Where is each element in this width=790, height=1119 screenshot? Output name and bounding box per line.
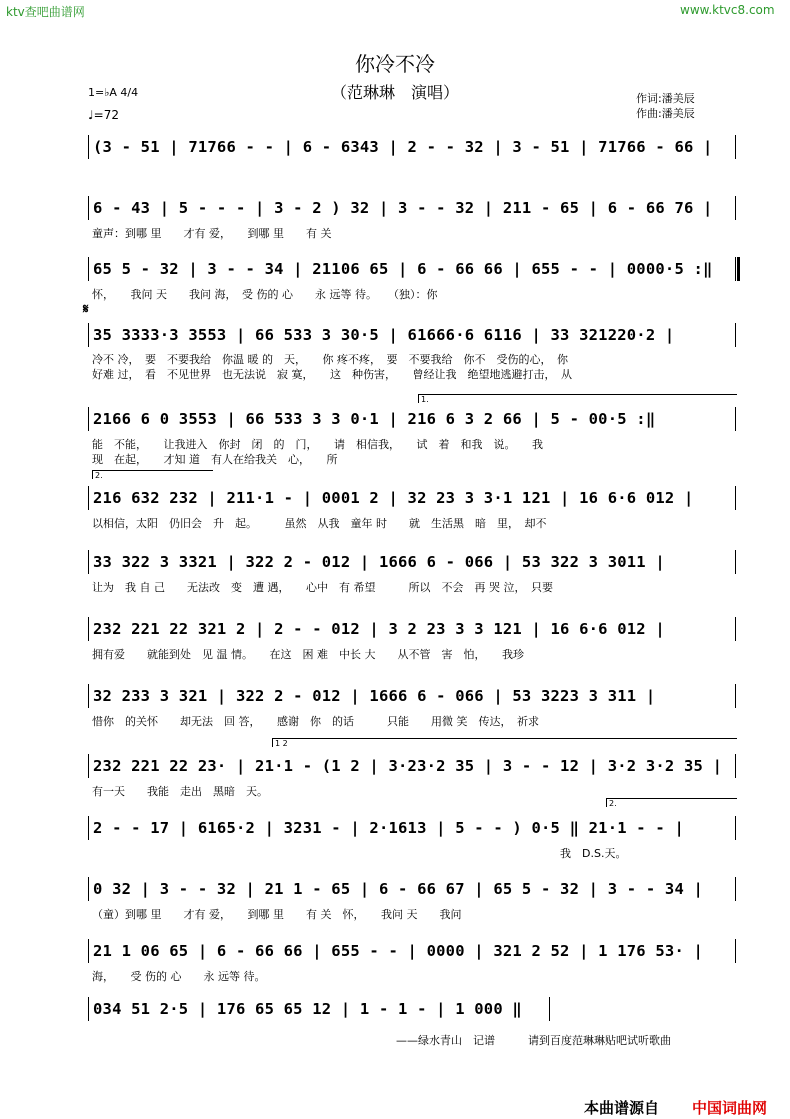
volta-label-1: 1.: [421, 395, 429, 404]
lyric-line-6: 现 在起， 才知 道 有人在给我关 心， 所: [92, 453, 338, 466]
composer-credit: 作曲:潘美辰: [636, 107, 695, 120]
volta-bracket-3: [272, 738, 737, 747]
score-row-1: (3 - 51 | 71766 - - | 6 - 6343 | 2 - - 32 | 3 - 51 | 71766 - 66 |: [88, 135, 736, 159]
lyric-line-12: 我 D.S.天。: [560, 847, 627, 860]
transcriber-note: ——绿水青山 记谱: [396, 1034, 495, 1047]
key-signature: 1=♭A 4/4: [88, 86, 139, 99]
score-row-6: 216 632 232 | 211·1 - | 0001 2 | 32 23 3 3·1 121 | 16 6·6 012 |: [88, 486, 736, 510]
lyric-line-9: 拥有爱 就能到处 见 温 情。 在这 困 难 中长 大 从不管 害 怕， 我珍: [92, 648, 524, 661]
listen-note: 请到百度范琳琳贴吧试听歌曲: [528, 1034, 671, 1047]
score-row-12: 0 32 | 3 - - 32 | 21 1 - 65 | 6 - 66 67 | 65 5 - 32 | 3 - - 34 |: [88, 877, 736, 901]
lyric-line-5: 能 不能， 让我进入 你封 闭 的 门， 请 相信我， 试 着 和我 说。 我: [92, 438, 543, 451]
lyric-line-14: 海， 受 伤的 心 永 远等 待。: [92, 970, 266, 983]
lyric-line-10: 惜你 的关怀 却无法 回 答， 感谢 你 的话 只能 用微 笑 传达， 祈求: [92, 715, 539, 728]
volta-label-2: 2.: [95, 471, 103, 480]
volta-label-3: 1 2: [275, 739, 288, 748]
source-site-link[interactable]: 中国词曲网: [692, 1099, 768, 1117]
lyric-line-1: 童声：到哪 里 才有 爱， 到哪 里 有 关: [92, 227, 332, 240]
lyric-line-11: 有一天 我能 走出 黑暗 天。: [92, 785, 268, 798]
song-title: 你冷不冷: [355, 52, 435, 76]
lyric-line-8: 让为 我 自 己 无法改 变 遭 遇， 心中 有 希望 所以 不会 再 哭 泣， 只要: [92, 581, 553, 594]
lyric-line-2: 怀， 我问 天 我问 海， 受 伤的 心 永 远等 待。 （独）：你: [92, 288, 438, 301]
score-row-8: 232 221 22 321 2 | 2 - - 012 | 3 2 23 3 3 121 | 16 6·6 012 |: [88, 617, 736, 641]
volta-bracket-1: [418, 394, 737, 403]
score-row-9: 32 233 3 321 | 322 2 - 012 | 1666 6 - 066 | 53 3223 3 311 |: [88, 684, 736, 708]
lyric-line-7: 以相信，太阳 仍旧会 升 起。 虽然 从我 童年 时 就 生活黑 暗 里， 却不: [92, 517, 547, 530]
score-row-3: 65 5 - 32 | 3 - - 34 | 21106 65 | 6 - 66 66 | 655 - - | 0000·5 :‖: [88, 257, 736, 281]
volta-label-4: 2.: [609, 799, 617, 808]
score-row-10: 232 221 22 23· | 21·1 - (1 2 | 3·23·2 35 | 3 - - 12 | 3·2 3·2 35 |: [88, 754, 736, 778]
lyric-line-13: （童）到哪 里 才有 爱， 到哪 里 有 关 怀， 我问 天 我问: [92, 908, 462, 921]
segno-mark: 𝄋: [83, 302, 89, 317]
score-row-14: 034 51 2·5 | 176 65 65 12 | 1 - 1 - | 1 000 ‖: [88, 997, 550, 1021]
site-link-left[interactable]: ktv查吧曲谱网: [6, 5, 85, 19]
lyricist-credit: 作词:潘美辰: [636, 92, 695, 105]
score-row-11: 2 - - 17 | 6165·2 | 3231 - | 2·1613 | 5 - - ) 0·5 ‖ 21·1 - - |: [88, 816, 736, 840]
song-subtitle: （范琳琳 演唱）: [330, 83, 459, 102]
score-row-7: 33 322 3 3321 | 322 2 - 012 | 1666 6 - 066 | 53 322 3 3011 |: [88, 550, 736, 574]
lyric-line-3: 冷不 冷， 要 不要我给 你温 暖 的 天， 你 疼不疼， 要 不要我给 你不 受伤的心， 你: [92, 353, 568, 366]
lyric-line-4: 好难 过， 看 不见世界 也无法说 寂 寞， 这 种伤害， 曾经让我 绝望地逃避打击， 从: [92, 368, 572, 381]
source-label: 本曲谱源自: [584, 1099, 660, 1117]
tempo-marking: ♩=72: [88, 108, 119, 122]
site-link-right[interactable]: www.ktvc8.com: [680, 3, 775, 17]
volta-bracket-2: [92, 470, 213, 479]
score-row-4: 35 3333·3 3553 | 66 533 3 30·5 | 61666·6 6116 | 33 321220·2 |: [88, 323, 736, 347]
score-row-5: 2166 6 0 3553 | 66 533 3 3 0·1 | 216 6 3 2 66 | 5 - 00·5 :‖: [88, 407, 736, 431]
repeat-sign: [733, 257, 740, 281]
score-row-2: 6 - 43 | 5 - - - | 3 - 2 ) 32 | 3 - - 32 | 211 - 65 | 6 - 66 76 |: [88, 196, 736, 220]
score-row-13: 21 1 06 65 | 6 - 66 66 | 655 - - | 0000 | 321 2 52 | 1 176 53· |: [88, 939, 736, 963]
volta-bracket-4: [606, 798, 737, 807]
